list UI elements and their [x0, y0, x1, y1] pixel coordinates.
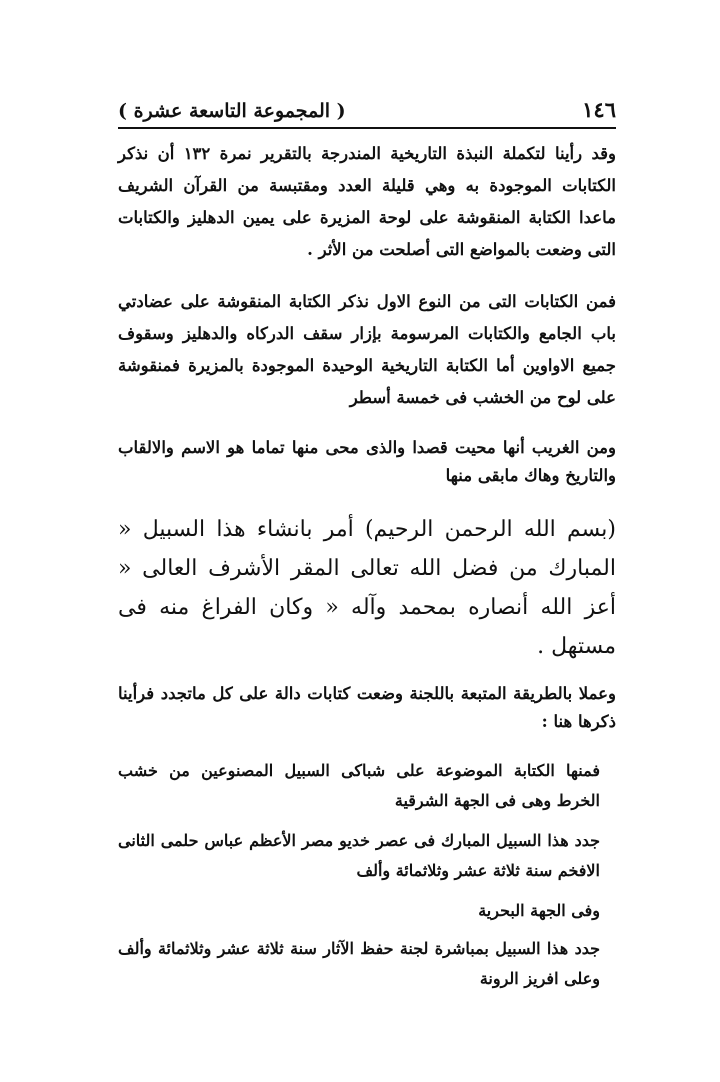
header-rule [118, 127, 616, 129]
page-number: ١٤٦ [582, 97, 616, 122]
paragraph-renewal: وعملا بالطريقة المتبعة باللجنة وضعت كتابات دالة على كل ماتجدد فرأينا ذكرها هنا : [118, 684, 616, 731]
quoted-inscription: (بسم الله الرحمن الرحيم) أمر بانشاء هذا السبيل « المبارك من فضل الله تعالى المقر الأشرف العالى « أعز الله أنصاره بمحمد وآله « وكان الفراغ منه فى مستهل . [118, 517, 616, 659]
paragraph-inscriptions: فمن الكتابات التى من النوع الاول نذكر الكتابة المنقوشة على عضادتي باب الجامع والكتابات المرسومة بإزار سقف الدركاه والدهليز وسقوف جميع الاواوين أما الكتابة التاريخية الوحيدة الموجودة بالمزيرة فمنقوشة على لوح من الخشب فى خمسة أسطر [118, 292, 616, 407]
paragraph-windows: فمنها الكتابة الموضوعة على شباكى السبيل المصنوعين من خشب الخرط وهى فى الجهة الشرقية [118, 761, 600, 810]
paragraph-erased: ومن الغريب أنها محيت قصدا والذى محى منها تماما هو الاسم والالقاب والتاريخ وهاك مابقى منها [118, 438, 616, 485]
paragraph-intro: وقد رأينا لتكملة النبذة التاريخية المندرجة بالتقرير نمرة ١٣٢ أن نذكر الكتابات الموجودة به وهي قليلة العدد ومقتبسة من القرآن الشريف ماعدا الكتابة المنقوشة على لوحة المزيرة على يمين الدهليز والكتابات التى وضعت بالمواضع التى أصلحت من الأثر . [118, 144, 616, 259]
running-title: ( المجموعة التاسعة عشرة ) [118, 100, 346, 122]
inscription-committee: جدد هذا السبيل بمباشرة لجنة حفظ الآثار سنة ثلاثة عشر وثلاثمائة وألف وعلى افريز الرونة [118, 939, 600, 988]
page-body [118, 138, 616, 1004]
subheading-north-side: وفى الجهة البحرية [478, 901, 600, 920]
inscription-abbas: جدد هذا السبيل المبارك فى عصر خديو مصر الأعظم عباس حلمى الثانى الافخم سنة ثلاثة عشر وثلاثمائة وألف [118, 831, 600, 880]
page-header [118, 86, 616, 122]
